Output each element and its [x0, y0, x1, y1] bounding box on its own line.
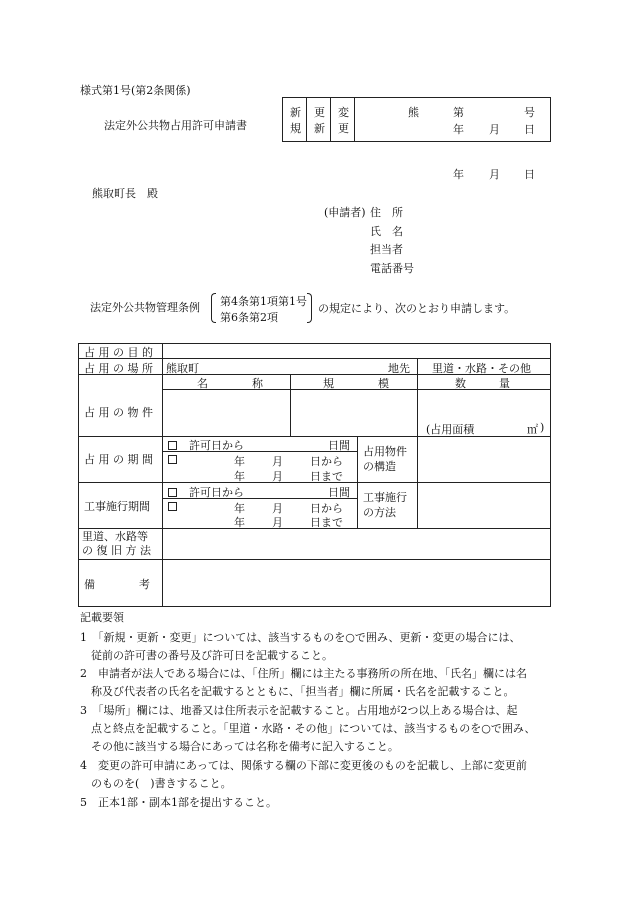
checkbox-icon[interactable]: [168, 455, 177, 464]
applicant-address-label: 住 所: [370, 206, 403, 219]
restore-label: 里道、水路等 の 復 旧 方 法: [82, 530, 151, 557]
period-label: 占 用 の 期 間: [84, 453, 153, 466]
form-number: 様式第1号(第2条関係): [80, 84, 191, 97]
location-lot: 地先: [388, 362, 410, 375]
date-day: 日: [524, 168, 535, 181]
note-line: 3 「場所」欄には、地番又は住所表示を記載すること。占用地が2つ以上ある場合は、起: [80, 704, 518, 717]
date-year: 年: [453, 168, 464, 181]
type-renew[interactable]: 更 新: [314, 106, 325, 135]
period-option-range[interactable]: [168, 453, 177, 466]
period-to-day: 日まで: [310, 470, 343, 483]
date-month: 月: [489, 168, 500, 181]
period-option-days[interactable]: 許可日から 日間: [168, 437, 244, 453]
area-label: (占用面積: [426, 423, 475, 436]
structure-label: 占用物件 の構造: [363, 445, 407, 473]
col-quantity-header: 数 量: [455, 377, 510, 390]
col-scale-header: 規 模: [323, 377, 389, 390]
work-to-year: 年: [234, 516, 245, 529]
location-town: 熊取町: [166, 362, 199, 375]
form-title: 法定外公共物占用許可申請書: [104, 119, 247, 132]
period-from-day: 日から: [310, 455, 343, 468]
applicant-prefix: (申請者): [324, 206, 366, 219]
request-clause-2: 第6条第2項: [220, 311, 278, 324]
note-line: 1 「新規・更新・変更」については、該当するものを○で囲み、更新・変更の場合には、: [80, 631, 521, 644]
work-to-day: 日まで: [310, 516, 343, 529]
area-close: ): [540, 421, 545, 434]
remarks-label: 備 考: [84, 578, 150, 591]
permit-month: 月: [489, 123, 500, 136]
period-to-month: 月: [272, 470, 283, 483]
checkbox-icon[interactable]: [168, 441, 177, 450]
period-from-year: 年: [234, 455, 245, 468]
permit-go: 号: [524, 106, 535, 119]
applicant-name-label: 氏 名: [370, 225, 403, 238]
note-line: 5 正本1部・副本1部を提出すること。: [80, 796, 277, 809]
permit-day: 日: [524, 123, 535, 136]
purpose-label: 占 用 の 目 的: [84, 346, 153, 359]
permit-year: 年: [453, 123, 464, 136]
method-label: 工事施行 の方法: [363, 491, 407, 519]
note-line: 2 申請者が法人である場合には、「住所」欄には主たる事務所の所在地、「氏名」欄には名: [80, 667, 527, 680]
applicant-contact-label: 担当者: [370, 243, 403, 256]
note-line: 4 変更の許可申請にあっては、関係する欄の下部に変更後のものを記載し、上部に変更前: [80, 759, 527, 772]
note-line: 従前の許可書の番号及び許可日を記載すること。: [80, 649, 333, 662]
col-name-header: 名 称: [197, 377, 263, 390]
note-line: 称及び代表者の氏名を記載するとともに、「担当者」欄に所属・氏名を記載すること。: [80, 685, 515, 698]
notes-heading: 記載要領: [80, 611, 124, 624]
work-option-range[interactable]: [168, 500, 177, 513]
period-to-year: 年: [234, 470, 245, 483]
brace-left: [211, 293, 216, 323]
brace-right: [307, 293, 312, 323]
object-label: 占 用 の 物 件: [84, 406, 153, 419]
type-change[interactable]: 変 更: [338, 106, 349, 135]
request-clause-1: 第4条第1項第1号: [220, 295, 307, 308]
work-from-month: 月: [272, 502, 283, 515]
permit-prefix: 熊: [408, 106, 419, 119]
type-new[interactable]: 新 規: [290, 106, 301, 135]
work-from-year: 年: [234, 502, 245, 515]
note-line: 点と終点を記載すること。「里道・水路・その他」については、該当するものを○で囲み、: [80, 722, 536, 735]
permit-dai: 第: [453, 106, 464, 119]
period-from-month: 月: [272, 455, 283, 468]
note-line: その他に該当する場合にあっては名称を備考に記入すること。: [80, 740, 399, 753]
checkbox-icon[interactable]: [168, 502, 177, 511]
area-unit: ㎡: [527, 423, 538, 436]
applicant-phone-label: 電話番号: [370, 262, 414, 275]
request-lead: 法定外公共物管理条例: [90, 301, 200, 314]
work-option-days[interactable]: 許可日から 日間: [168, 484, 244, 500]
checkbox-icon[interactable]: [168, 488, 177, 497]
location-label: 占 用 の 場 所: [84, 362, 153, 375]
location-type[interactable]: 里道・水路・その他: [432, 362, 531, 375]
request-tail: の規定により、次のとおり申請します。: [318, 302, 516, 315]
work-to-month: 月: [272, 516, 283, 529]
work-period-label: 工事施行期間: [84, 500, 150, 513]
work-from-day: 日から: [310, 502, 343, 515]
addressee: 熊取町長 殿: [92, 187, 158, 200]
note-line: のものを( )書きすること。: [80, 777, 232, 790]
